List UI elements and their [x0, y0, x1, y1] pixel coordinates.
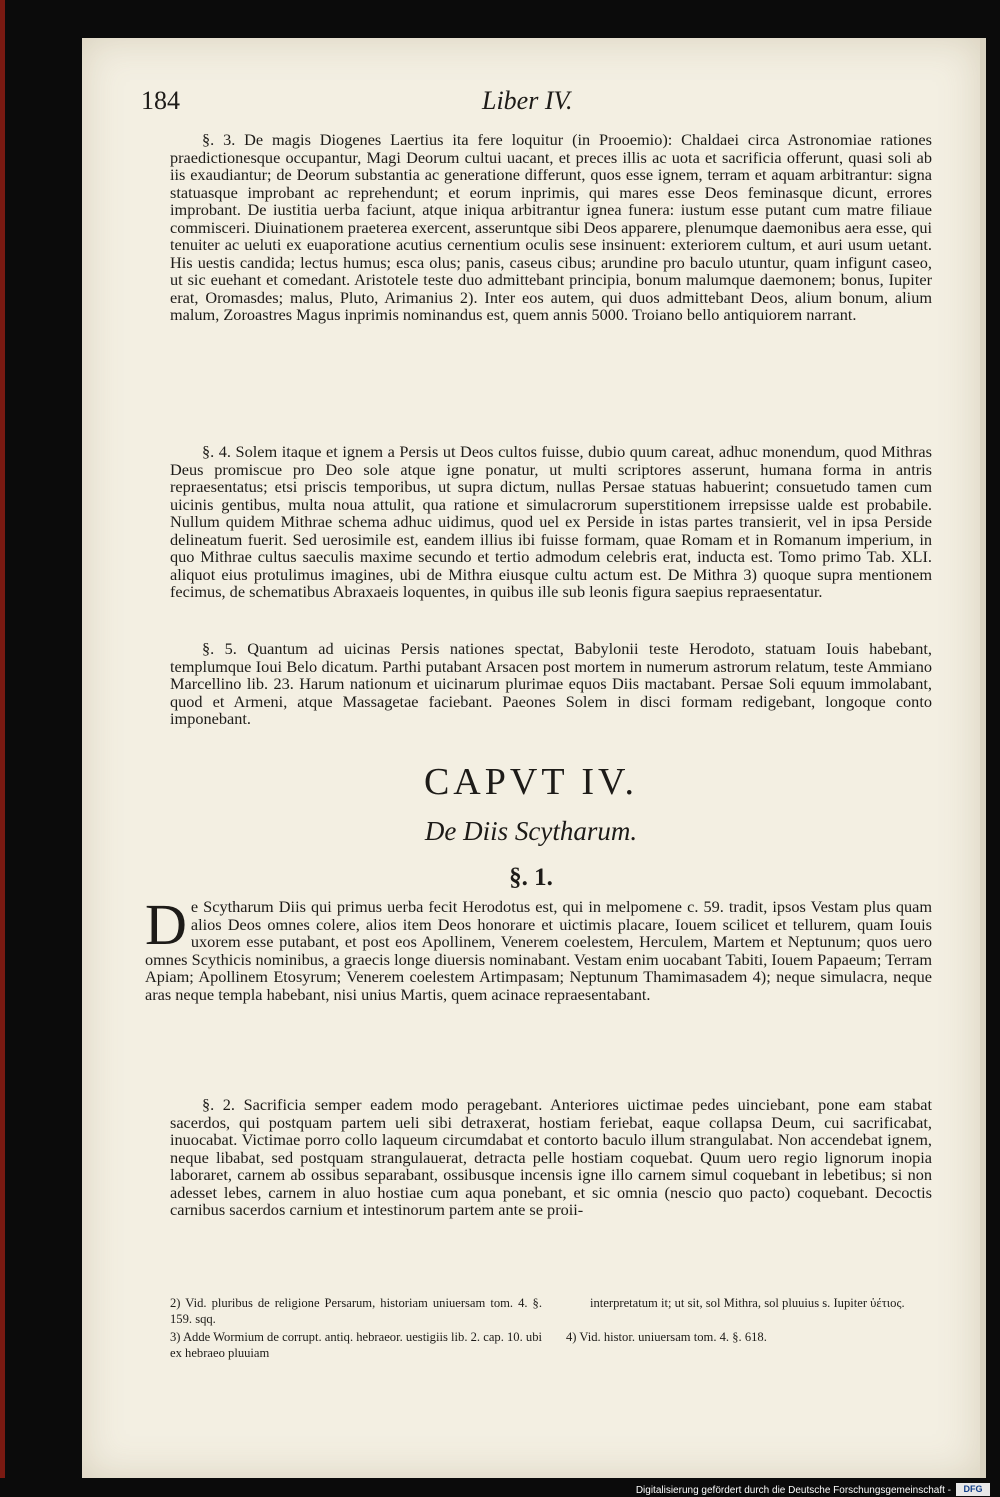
book-page: [82, 38, 980, 1478]
footnote-2: 2) Vid. pluribus de religione Persarum, historiam uniuersam tom. 4. §. 159. sqq.: [170, 1296, 542, 1326]
chapter-title: CAPVT IV.: [423, 761, 639, 803]
paragraph-1-text: e Scytharum Diis qui primus uerba fecit Herodotus est, qui in melpomene c. 59. tradit, ipsos Vestam plus quam alios Deos omnes colere, alios item Deos honorare et uictimis placare, Iouem scilicet et tellurem, quam Iouis uxorem esse putabant, et post eos Apollinem, Venerem coelestem, Herculem, Martem et Neptunum; quos uero omnes Scythicis nominibus, a graecis longe diuersis nominabant. Vestam enim uocabant Tabiti, Iouem Papaeum; Terram Apiam; Apollinem Etosyrum; Venerem coelestem Artimpasam; Neptunum Thamimasadem 4); neque simulacra, neque aras neque templa habebant, nisi unius Martis, quem acinace repraesentabant.: [145, 897, 932, 1004]
footnote-3: 3) Adde Wormium de corrupt. antiq. hebraeor. uestigiis lib. 2. cap. 10. ubi ex hebraeo pluuiam: [170, 1330, 542, 1360]
page-content: [82, 38, 980, 1478]
section-4-text: §. 4. Solem itaque et ignem a Persis ut Deos cultos fuisse, dubio quum careat, adhuc monendum, quod Mithras Deus promiscue pro Deo sole atque igne ponatur, ut multi scriptores asserunt, humana forma in antris repraesentatus; etsi priscis temporibus, ut supra dictum, nullas Persae statuas habuerint; consuetudo tamen cum uicinis gentibus, multa noua attulit, qua ratione et simulacrorum superstitionem irrepsisse ualde est probabile. Nullum quidem Mithrae schema adhuc uidimus, quod uel ex Perside in istas partes transierit, vel in ipsa Perside delineatum fuerit. Sed uerosimile est, eandem illius ibi fuisse formam, quae Romam et in Romanum imperium, in quo Mithrae cultus saeculis maxime secundo et tertio admodum celebris erat, inducta est. Tomo primo Tab. XLI. aliquot eius protulimus imagines, ubi de Mithra eiusque cultu actum est. De Mithra 3) quoque supra mentionem fecimus, de schematibus Abraxaeis loquentes, in quibus ille sub leonis figura saepius repraesentatur.: [170, 442, 932, 602]
section-3-text: §. 3. De magis Diogenes Laertius ita fere loquitur (in Prooemio): Chaldaei circa Astronomiae rationes praedictionesque occupantur, Magi Deorum cultui uacant, et preces illis ac uota et sacrificia offerunt, quasi soli ab iis exaudiantur; de Deorum substantia ac generatione differunt, quos esse ignem, terram et aquam arbitrantur: signa statuasque improbant ac reprehendunt; et eorum inprimis, qui mares esse Deos feminasque dicunt, errores improbant. De iustitia uerba faciunt, atque iniqua arbitrantur ignea funera: iustum esse putant cum matre filiaue commisceri. Diuinationem praeterea exercent, asseruntque sibi Deos apparere, plenumque daemonibus aera esse, qui tenuiter ac ueluti ex euaporatione acutius cernentium oculis sese insinuent: exteriorem cultum, et auri usum uetant. His uestis candida; lectus humus; esca olus; panis, caseus cibus; arundine pro baculo utuntur, quam infigunt caseo, ut sic euehant et comedant. Aristotele teste duo admittebant principia, bonum malumque daemonem; bonus, Iupiter erat, Oromasdes; malus, Pluto, Arimanius 2). Inter eos autem, qui duos admittebant Deos, alium bonum, alium malum, Zoroastres Magus inprimis nominandus est, quem annis 5000. Troiano bello antiquiorem narrant.: [170, 130, 932, 325]
drop-cap: D: [145, 892, 187, 957]
chapter-subtitle: De Diis Scytharum.: [424, 816, 638, 846]
page-number: 184: [141, 86, 180, 115]
chapter-paragraph-1: [145, 892, 932, 1004]
dfg-logo: DFG: [956, 1483, 990, 1496]
scan-edge: [0, 0, 5, 1478]
footnote-4: 4) Vid. histor. uniuersam tom. 4. §. 618.: [566, 1330, 767, 1344]
footnote-3-continuation: interpretatum it; ut sit, sol Mithra, sol pluuius s. Iupiter ὑέτιος.: [590, 1296, 905, 1310]
section-mark: §. 1.: [509, 864, 553, 891]
running-head: Liber IV.: [482, 86, 573, 115]
funding-credit: Digitalisierung gefördert durch die Deutsche Forschungsgemeinschaft -: [635, 1485, 951, 1496]
section-2-text: §. 2. Sacrificia semper eadem modo peragebant. Anteriores uictimae pedes uinciebant, pone eam stabat sacerdos, qui postquam partem ueli sibi detraxerat, hostiam feriebat, eaque collapsa Deum, cui sacrificabat, inuocabat. Victimae porro collo laqueum circumdabat et contorto baculo illum strangulabat. Non accendebat ignem, neque libabat, sed postquam strangulauerat, detracta pelle hostiam coquebat. Quum uero regio lignorum inopia laboraret, carnem ab ossibus separabant, ossibusque incensis igne illo carnem simul coquebant in lebetibus; si non adesset lebes, carnem in aluo hostiae cum aqua ponebant, et sic omnia (nescio quo pacto) coquebant. Decoctis carnibus sacerdos carnium et intestinorum partem ante se proii-: [170, 1095, 932, 1220]
section-5-text: §. 5. Quantum ad uicinas Persis nationes spectat, Babylonii teste Herodoto, statuam Iouis habebant, templumque Ioui Belo dicatum. Parthi putabant Arsacen post mortem in numerum astrorum relatum, teste Ammiano Marcellino lib. 23. Harum nationum et uicinarum plurimae equos Diis mactabant. Persae Soli equum immolabant, quod et Armeni, atque Massagetae faciebant. Paeones Solem in disci formam redigebant, longoque conto imponebant.: [170, 639, 932, 729]
